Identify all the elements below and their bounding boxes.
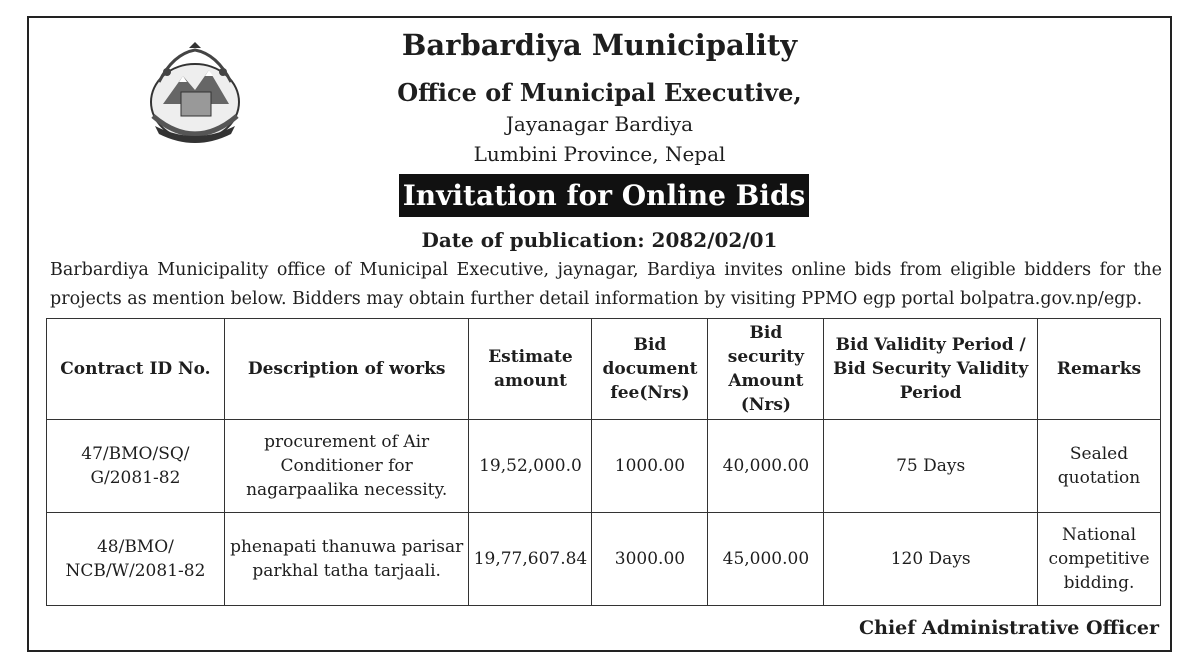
table-row [47, 513, 1161, 606]
cell-contract-id: 48/BMO/ NCB/W/2081-82 [47, 513, 225, 606]
notice-title-banner: Invitation for Online Bids [399, 174, 809, 217]
province-name: Lumbini Province, Nepal [473, 142, 726, 166]
cell-security: 40,000.00 [708, 420, 824, 513]
cell-validity: 120 Days [824, 513, 1038, 606]
cell-estimate: 19,77,607.84 [469, 513, 592, 606]
header-contract-id: Contract ID No. [47, 319, 225, 420]
header-doc-fee: Bid document fee(Nrs) [592, 319, 708, 420]
table-row [47, 420, 1161, 513]
bids-table [46, 318, 1161, 606]
signatory-title: Chief Administrative Officer [859, 617, 1159, 639]
city-name: Jayanagar Bardiya [505, 112, 694, 136]
header-description: Description of works [224, 319, 469, 420]
table-header-row [47, 319, 1161, 420]
intro-paragraph [50, 256, 1162, 314]
header-security: Bid security Amount (Nrs) [708, 319, 824, 420]
cell-security: 45,000.00 [708, 513, 824, 606]
cell-estimate: 19,52,000.0 [469, 420, 592, 513]
cell-validity: 75 Days [824, 420, 1038, 513]
cell-doc-fee: 1000.00 [592, 420, 708, 513]
header-estimate: Estimate amount [469, 319, 592, 420]
intro-line-2: projects as mention below. Bidders may obtain further detail information by visiting PPMO egp portal bolpatra.gov.np/egp. [50, 289, 1143, 309]
cell-doc-fee: 3000.00 [592, 513, 708, 606]
cell-description: procurement of Air Conditioner for nagarpaalika necessity. [224, 420, 469, 513]
cell-contract-id: 47/BMO/SQ/ G/2081-82 [47, 420, 225, 513]
cell-description: phenapati thanuwa parisar parkhal tatha tarjaali. [224, 513, 469, 606]
cell-remarks: Sealed quotation [1038, 420, 1161, 513]
office-name: Office of Municipal Executive, [397, 78, 802, 107]
header-remarks: Remarks [1038, 319, 1161, 420]
municipality-name: Barbardiya Municipality [401, 28, 798, 62]
intro-line-1: Barbardiya Municipality office of Municipal Executive, jaynagar, Bardiya invites online bids from eligible bidders for the [50, 260, 1162, 280]
cell-remarks: National competitive bidding. [1038, 513, 1161, 606]
header-validity: Bid Validity Period / Bid Security Validity Period [824, 319, 1038, 420]
publication-date: Date of publication: 2082/02/01 [421, 228, 778, 252]
